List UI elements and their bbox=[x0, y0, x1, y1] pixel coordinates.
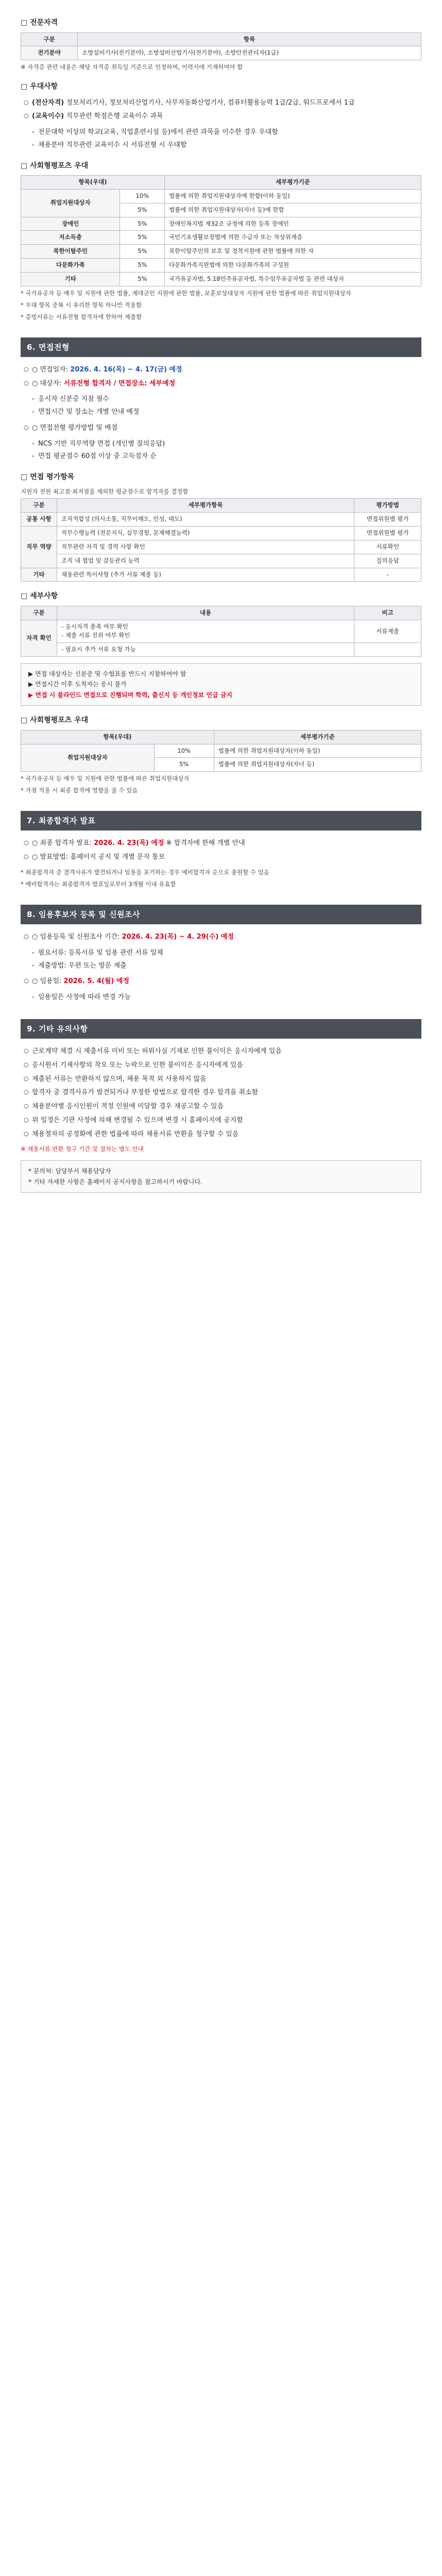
table-cell: 질의응답 bbox=[354, 554, 421, 568]
table-header: 구분 bbox=[21, 32, 78, 46]
table-cell: 국민기초생활보장법에 의한 수급자 또는 차상위계층 bbox=[164, 231, 421, 245]
registration-period: 2026. 4. 23(목) ~ 4. 29(수) 예정 bbox=[122, 933, 234, 941]
table-cell: 취업지원대상자 bbox=[21, 744, 155, 772]
list-item: - 임용일은 사정에 따라 변경 가능 bbox=[32, 992, 421, 1004]
contact-notice-box bbox=[21, 1160, 421, 1193]
table-cell: 서류제출 bbox=[354, 620, 421, 643]
table-cell: 기타 bbox=[21, 272, 120, 286]
table-cell: 5% bbox=[120, 258, 164, 272]
list-item: ○ ○ 최종 합격자 발표: 2026. 4. 23(목) 예정 ※ 합격자에 한해 개별 안내 bbox=[24, 838, 421, 850]
table-row bbox=[21, 189, 421, 203]
table-row bbox=[21, 245, 421, 259]
table-header: 세부평가기준 bbox=[214, 730, 421, 744]
final-result-list bbox=[21, 838, 421, 863]
list-item: ○ 위 일정은 기관 사정에 의해 변경될 수 있으며 변경 시 홈페이지에 공지함 bbox=[24, 1115, 421, 1127]
table-cell: 장애인 bbox=[21, 217, 120, 231]
table-row bbox=[21, 643, 421, 657]
interview-eval-heading: □ 면접 평가항목 bbox=[21, 473, 75, 481]
table-row bbox=[21, 231, 421, 245]
equity-note: * 가점 적용 시 최종 합격에 영향을 줄 수 있음 bbox=[21, 787, 138, 794]
table-cell: 5% bbox=[120, 245, 164, 259]
table-cell: - 응시자격 충족 여부 확인 - 제출 서류 진위 여부 확인 bbox=[57, 620, 354, 643]
qualification-note: ※ 자격증 관련 내용은 해당 자격증 취득일 기준으로 인정하며, 이력서에 기재하여야 함 bbox=[21, 63, 243, 71]
table-cell: - bbox=[354, 568, 421, 582]
qualification-section bbox=[21, 16, 421, 72]
equity-bonus-heading: □ 사회형평포츠 우대 bbox=[21, 161, 89, 170]
section-header-registration: 8. 임용후보자 등록 및 신원조사 bbox=[21, 905, 421, 924]
list-item: - 응시자 신분증 지참 필수 bbox=[32, 394, 421, 405]
table-header: 세부평가기준 bbox=[164, 176, 421, 190]
list-item: - 필요서류: 등록서류 및 임용 관련 서류 일체 bbox=[32, 947, 421, 959]
table-header: 세부평가항목 bbox=[57, 499, 354, 513]
interview-eval-table bbox=[21, 498, 421, 582]
table-header: 항목(우대) bbox=[21, 730, 214, 744]
table-cell: 소방설비기사(전기분야), 소방설비산업기사(전기분야), 소방안전관리자(1급) bbox=[78, 46, 421, 60]
table-header: 항목 bbox=[78, 32, 421, 46]
table-row bbox=[21, 540, 421, 554]
list-item: ○ 합격자 중 결격사유가 발견되거나 부정한 방법으로 합격한 경우 합격을 취소함 bbox=[24, 1087, 421, 1099]
table-cell: 장애인복지법 제32조 규정에 의한 등록 장애인 bbox=[164, 217, 421, 231]
table-cell: 면접위원별 평가 bbox=[354, 527, 421, 540]
equity-note: * 국가유공자 등 예우 및 지원에 관한 법률, 제대군인 지원에 관한 법률, 보훈보상대상자 지원에 관한 법률에 따른 취업지원대상자 bbox=[21, 289, 351, 297]
list-item: ○ ○ 대상자: 서류전형 합격자 / 면접장소: 세부예정 bbox=[24, 378, 421, 390]
interview-eval-intro: 지원자 전원 최고점·최저점을 제외한 평균점수로 합격자를 결정함 bbox=[21, 487, 189, 495]
list-item: ○ ○ 임용일: 2026. 5. 4(월) 예정 bbox=[24, 976, 421, 988]
table-cell: 10% bbox=[120, 189, 164, 203]
table-cell: 자격 확인 bbox=[21, 620, 57, 656]
table-cell: 서류확인 bbox=[354, 540, 421, 554]
notice-line: ▶ 면접시간 이후 도착자는 응시 불가 bbox=[28, 681, 127, 688]
table-cell: 국가유공자법, 5.18민주유공자법, 특수임무유공자법 등 관련 대상자 bbox=[164, 272, 421, 286]
list-item: - 면접시간 및 장소는 개별 안내 예정 bbox=[32, 406, 421, 418]
notice-line: ▶ 면접 시 블라인드 면접으로 진행되며 학력, 출신지 등 개인정보 언급 금지 bbox=[28, 691, 232, 699]
list-item: ○ 근로계약 체결 시 제출서류 미비 또는 허위사실 기재로 인한 불이익은 응시자에게 있음 bbox=[24, 1046, 421, 1058]
table-header: 비고 bbox=[354, 606, 421, 620]
list-item: ○ 채용절차의 공정화에 관한 법률에 따라 채용서류 반환을 청구할 수 있음 bbox=[24, 1129, 421, 1141]
table-row bbox=[21, 217, 421, 231]
table-cell: 5% bbox=[120, 231, 164, 245]
equity-note: * 국가유공자 등 예우 및 지원에 관한 법률에 따른 취업지원대상자 bbox=[21, 775, 190, 783]
table-cell: 조직적합성 (의사소통, 직무이해도, 인성, 태도) bbox=[57, 513, 354, 527]
table-row bbox=[21, 568, 421, 582]
equity-note: * 증빙서류는 서류전형 합격자에 한하여 제출함 bbox=[21, 313, 142, 320]
table-header: 내용 bbox=[57, 606, 354, 620]
list-item: ○ 응시원서 기재사항의 착오 또는 누락으로 인한 불이익은 응시자에게 있음 bbox=[24, 1060, 421, 1072]
table-row bbox=[21, 554, 421, 568]
table-header: 구분 bbox=[21, 499, 57, 513]
table-cell: 10% bbox=[154, 744, 214, 758]
list-item: - NCS 기반 직무역량 면접 (개인별 질의응답) bbox=[32, 438, 421, 450]
notice-line: ▶ 면접 대상자는 신분증 및 수험표를 반드시 지참하여야 함 bbox=[28, 670, 186, 678]
list-item: ○ ○ 면접일자: 2026. 4. 16(목) ~ 4. 17(금) 예정 bbox=[24, 364, 421, 376]
table-cell: 북한이탈주민의 보호 및 정착지원에 관한 법률에 의한 자 bbox=[164, 245, 421, 259]
table-header: 평가방법 bbox=[354, 499, 421, 513]
interview-notice-box bbox=[21, 663, 421, 706]
table-cell: 5% bbox=[120, 272, 164, 286]
preferences-list bbox=[21, 97, 421, 123]
table-cell: 직무 역량 bbox=[21, 527, 57, 568]
table-cell: 공통 사항 bbox=[21, 513, 57, 527]
table-cell: 전기분야 bbox=[21, 46, 78, 60]
list-item: ○ 채용분야별 응시인원이 적정 인원에 미달할 경우 재공고할 수 있음 bbox=[24, 1101, 421, 1113]
interview-details-table bbox=[21, 606, 421, 657]
list-item: ○ 제출된 서류는 반환하지 않으며, 채용 목적 외 사용하지 않음 bbox=[24, 1074, 421, 1086]
equity-bonus-section bbox=[21, 160, 421, 322]
table-cell: 면접위원별 평가 bbox=[354, 513, 421, 527]
list-item: ○ ○ 임용등록 및 신원조사 기간: 2026. 4. 23(목) ~ 4. 29(수) 예정 bbox=[24, 931, 421, 943]
equity-bonus-table bbox=[21, 175, 421, 286]
preferences-heading: □ 우대사항 bbox=[21, 82, 58, 91]
notes-section bbox=[21, 1046, 421, 1193]
table-header: 구분 bbox=[21, 606, 57, 620]
equity-bonus-table-2 bbox=[21, 730, 421, 772]
list-item: - 채용분야 직무관련 교육이수 시 서류전형 시 우대함 bbox=[32, 140, 421, 151]
table-cell: 기타 bbox=[21, 568, 57, 582]
section-header-final-result: 7. 최종합격자 발표 bbox=[21, 811, 421, 831]
interview-target: 서류전형 합격자 / 면접장소: 세부예정 bbox=[63, 379, 176, 387]
interview-dash-list bbox=[21, 394, 421, 418]
section-header-interview: 6. 면접전형 bbox=[21, 337, 421, 357]
table-row bbox=[21, 513, 421, 527]
section-header-notes: 9. 기타 유의사항 bbox=[21, 1019, 421, 1039]
table-row bbox=[21, 527, 421, 540]
table-row bbox=[21, 744, 421, 758]
equity-bonus-heading-2: □ 사회형평포츠 우대 bbox=[21, 716, 89, 725]
table-cell: 채용관련 특이사항 (추가 서류 제출 등) bbox=[57, 568, 354, 582]
qualification-heading: □ 전문자격 bbox=[21, 19, 58, 27]
final-result-note: * 최종합격자 중 결격사유가 발견되거나 임용을 포기하는 경우 예비합격자 순으로 충원할 수 있음 bbox=[21, 868, 269, 876]
table-cell: 법률에 의한 취업지원대상자에 한함(이하 동일) bbox=[164, 189, 421, 203]
final-result-section bbox=[21, 838, 421, 889]
registration-dash-list-2 bbox=[21, 992, 421, 1004]
list-item: ○ ○ 발표방법: 홈페이지 공지 및 개별 문자 통보 bbox=[24, 852, 421, 863]
document-page bbox=[0, 0, 442, 1219]
table-cell: 5% bbox=[154, 758, 214, 772]
table-cell: 조직 내 협업 및 갈등관리 능력 bbox=[57, 554, 354, 568]
registration-section bbox=[21, 931, 421, 1004]
table-cell: 직무관련 자격 및 경력 사항 확인 bbox=[57, 540, 354, 554]
table-row bbox=[21, 258, 421, 272]
table-cell: 5% bbox=[120, 203, 164, 217]
list-item: ○ (전산자격) 정보처리기사, 정보처리산업기사, 사무자동화산업기사, 컴퓨터활용능력 1급/2급, 워드프로세서 1급 bbox=[24, 97, 421, 109]
interview-section bbox=[21, 364, 421, 795]
registration-dash-list bbox=[21, 947, 421, 972]
notes-list bbox=[21, 1046, 421, 1140]
equity-note: * 우대 항목 중복 시 유리한 항목 하나만 적용함 bbox=[21, 301, 142, 309]
table-cell: 다문화가족 bbox=[21, 258, 120, 272]
notice-line: * 문의처: 담당부서 채용담당자 bbox=[28, 1167, 111, 1175]
table-cell: 5% bbox=[120, 217, 164, 231]
registration-list bbox=[21, 931, 421, 943]
interview-list-2 bbox=[21, 422, 421, 434]
list-item: - 면접 평균점수 60점 이상 중 고득점자 순 bbox=[32, 451, 421, 463]
table-row bbox=[21, 620, 421, 643]
table-cell: 북한이탈주민 bbox=[21, 245, 120, 259]
appointment-date: 2026. 5. 4(월) 예정 bbox=[63, 977, 129, 986]
list-item: - 제출방법: 우편 또는 방문 제출 bbox=[32, 960, 421, 972]
notice-line: * 기타 자세한 사항은 홈페이지 공지사항을 참고하시기 바랍니다. bbox=[28, 1178, 202, 1185]
table-cell: 법률에 의한 취업지원대상자(자녀 등) bbox=[214, 758, 421, 772]
final-result-date: 2026. 4. 23(목) 예정 bbox=[94, 839, 164, 848]
registration-list-2 bbox=[21, 976, 421, 988]
list-item: ○ ○ 면접전형 평가방법 및 배점 bbox=[24, 422, 421, 434]
table-cell bbox=[354, 643, 421, 657]
preferences-section bbox=[21, 80, 421, 151]
list-item: ○ (교육이수) 직무관련 학점은행 교육이수 과목 bbox=[24, 111, 421, 123]
table-cell: 다문화가족지원법에 의한 다문화가족의 구성원 bbox=[164, 258, 421, 272]
list-item: - 전문대학 이상의 학교(교육, 직업훈련시설 등)에서 관련 과목을 이수한 경우 우대함 bbox=[32, 127, 421, 139]
table-cell: - 필요시 추가 서류 요청 가능 bbox=[57, 643, 354, 657]
table-cell: 법률에 의한 취업지원대상자(자녀 등)에 한함 bbox=[164, 203, 421, 217]
qualification-table bbox=[21, 32, 421, 61]
final-result-note: * 예비합격자는 최종합격자 발표일로부터 3개월 이내 유효함 bbox=[21, 880, 176, 888]
table-cell: 취업지원대상자 bbox=[21, 189, 120, 217]
table-row bbox=[21, 272, 421, 286]
interview-details-heading: □ 세부사항 bbox=[21, 592, 58, 601]
table-cell: 직무수행능력 (전문지식, 실무경험, 문제해결능력) bbox=[57, 527, 354, 540]
table-header: 항목(우대) bbox=[21, 176, 165, 190]
table-cell: 저소득층 bbox=[21, 231, 120, 245]
interview-date: 2026. 4. 16(목) ~ 4. 17(금) 예정 bbox=[70, 365, 182, 374]
table-row bbox=[21, 46, 421, 60]
interview-dash-list-2 bbox=[21, 438, 421, 463]
table-cell: 법률에 의한 취업지원대상자(이하 동일) bbox=[214, 744, 421, 758]
interview-list bbox=[21, 364, 421, 390]
preferences-dash-list bbox=[21, 127, 421, 151]
notes-red-note: ※ 채용서류 반환 청구 기간 및 절차는 별도 안내 bbox=[21, 1145, 144, 1153]
